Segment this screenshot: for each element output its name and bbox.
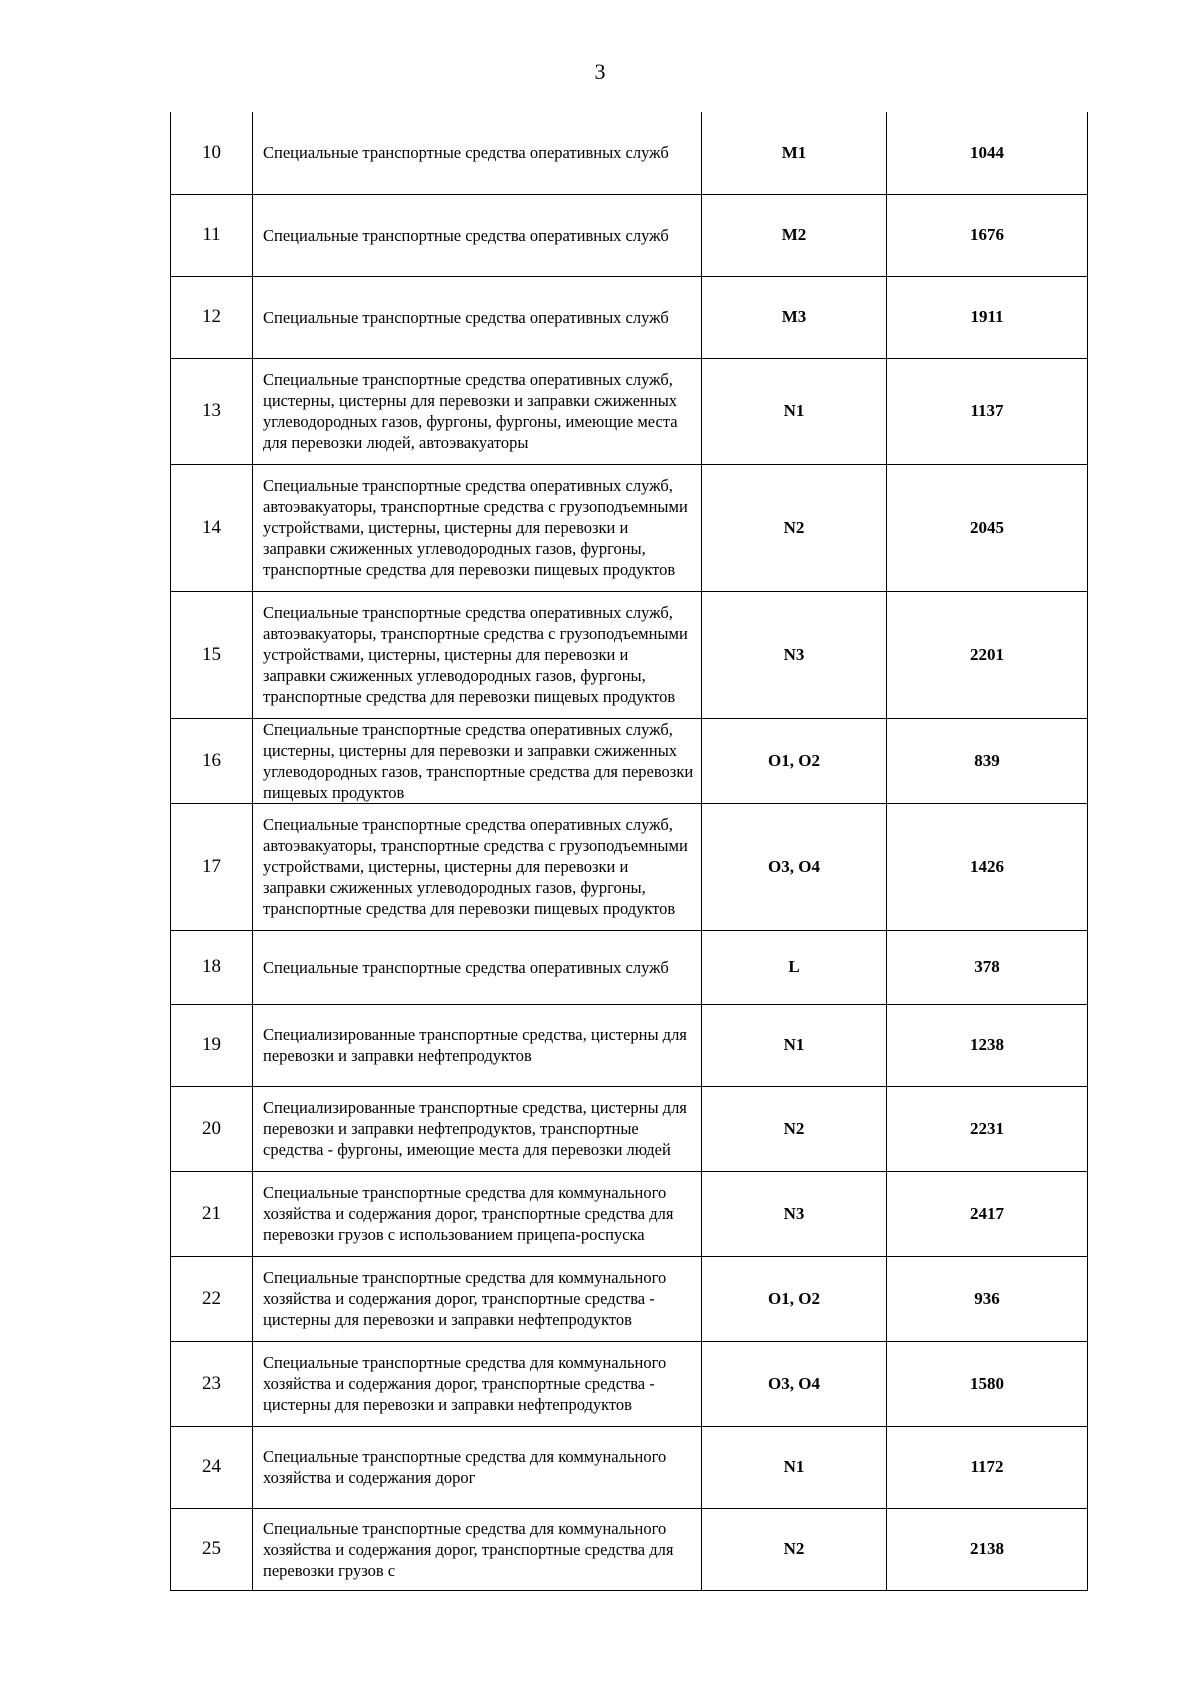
- row-description: Специальные транспортные средства оперативных служб, автоэвакуаторы, транспортные средства с грузоподъемными устройствами, цистерны, цистерны для перевозки и заправки сжиженных углеводородных газов, фургоны, транспортные средства для перевозки пищевых продуктов: [253, 591, 702, 718]
- row-description: Специальные транспортные средства для коммунального хозяйства и содержания дорог, транспортные средства - цистерны для перевозки и заправки нефтепродуктов: [253, 1341, 702, 1426]
- table-row: [171, 1341, 1088, 1426]
- vehicle-category-table: [170, 112, 1088, 1591]
- table-row: [171, 591, 1088, 718]
- row-value: 1676: [887, 194, 1088, 276]
- row-value: 839: [887, 718, 1088, 803]
- table-row: [171, 194, 1088, 276]
- row-description: Специальные транспортные средства оперативных служб: [253, 112, 702, 194]
- row-number: 20: [171, 1086, 253, 1171]
- row-number: 10: [171, 112, 253, 194]
- row-category: N3: [702, 591, 887, 718]
- row-value: 1426: [887, 803, 1088, 930]
- table-row: [171, 1508, 1088, 1590]
- row-number: 25: [171, 1508, 253, 1590]
- row-category: N2: [702, 464, 887, 591]
- row-number: 19: [171, 1004, 253, 1086]
- row-value: 1911: [887, 276, 1088, 358]
- row-description: Специальные транспортные средства для коммунального хозяйства и содержания дорог, транспортные средства для перевозки грузов с использованием прицепа-роспуска: [253, 1171, 702, 1256]
- row-value: 936: [887, 1256, 1088, 1341]
- row-description: Специальные транспортные средства оперативных служб: [253, 276, 702, 358]
- row-value: 1137: [887, 358, 1088, 464]
- row-number: 11: [171, 194, 253, 276]
- row-value: 1238: [887, 1004, 1088, 1086]
- row-description: Специальные транспортные средства оперативных служб: [253, 194, 702, 276]
- row-number: 13: [171, 358, 253, 464]
- row-number: 22: [171, 1256, 253, 1341]
- row-number: 23: [171, 1341, 253, 1426]
- row-description: Специальные транспортные средства оперативных служб, автоэвакуаторы, транспортные средства с грузоподъемными устройствами, цистерны, цистерны для перевозки и заправки сжиженных углеводородных газов, фургоны, транспортные средства для перевозки пищевых продуктов: [253, 803, 702, 930]
- row-number: 14: [171, 464, 253, 591]
- row-value: 2138: [887, 1508, 1088, 1590]
- row-number: 16: [171, 718, 253, 803]
- table-row: [171, 1426, 1088, 1508]
- row-category: N2: [702, 1508, 887, 1590]
- row-category: N1: [702, 1426, 887, 1508]
- row-category: O3, O4: [702, 1341, 887, 1426]
- table-row: [171, 1004, 1088, 1086]
- row-category: N2: [702, 1086, 887, 1171]
- row-description: Специальные транспортные средства для коммунального хозяйства и содержания дорог: [253, 1426, 702, 1508]
- row-value: 1044: [887, 112, 1088, 194]
- table-row: [171, 112, 1088, 194]
- table-row: [171, 276, 1088, 358]
- table-row: [171, 1256, 1088, 1341]
- row-category: N3: [702, 1171, 887, 1256]
- row-description: Специализированные транспортные средства, цистерны для перевозки и заправки нефтепродуктов, транспортные средства - фургоны, имеющие места для перевозки людей: [253, 1086, 702, 1171]
- table-row: [171, 930, 1088, 1004]
- table-row: [171, 803, 1088, 930]
- row-category: O1, O2: [702, 718, 887, 803]
- row-value: 2045: [887, 464, 1088, 591]
- row-value: 2201: [887, 591, 1088, 718]
- row-category: N1: [702, 1004, 887, 1086]
- row-value: 1580: [887, 1341, 1088, 1426]
- row-description: Специальные транспортные средства оперативных служб, цистерны, цистерны для перевозки и заправки сжиженных углеводородных газов, транспортные средства для перевозки пищевых продуктов: [253, 718, 702, 803]
- row-description: Специальные транспортные средства для коммунального хозяйства и содержания дорог, транспортные средства для перевозки грузов с: [253, 1508, 702, 1590]
- row-category: O1, O2: [702, 1256, 887, 1341]
- row-description: Специальные транспортные средства оперативных служб, цистерны, цистерны для перевозки и заправки сжиженных углеводородных газов, фургоны, фургоны, имеющие места для перевозки людей, автоэвакуаторы: [253, 358, 702, 464]
- row-category: M1: [702, 112, 887, 194]
- row-value: 2417: [887, 1171, 1088, 1256]
- row-number: 18: [171, 930, 253, 1004]
- row-description: Специальные транспортные средства для коммунального хозяйства и содержания дорог, транспортные средства - цистерны для перевозки и заправки нефтепродуктов: [253, 1256, 702, 1341]
- row-number: 17: [171, 803, 253, 930]
- row-category: N1: [702, 358, 887, 464]
- row-category: L: [702, 930, 887, 1004]
- row-category: M2: [702, 194, 887, 276]
- row-value: 378: [887, 930, 1088, 1004]
- row-category: M3: [702, 276, 887, 358]
- table-row: [171, 358, 1088, 464]
- page-number: 3: [594, 59, 606, 84]
- row-number: 15: [171, 591, 253, 718]
- row-description: Специализированные транспортные средства, цистерны для перевозки и заправки нефтепродуктов: [253, 1004, 702, 1086]
- row-value: 2231: [887, 1086, 1088, 1171]
- table-row: [171, 1171, 1088, 1256]
- table-row: [171, 718, 1088, 803]
- row-description: Специальные транспортные средства оперативных служб: [253, 930, 702, 1004]
- row-value: 1172: [887, 1426, 1088, 1508]
- row-number: 12: [171, 276, 253, 358]
- row-number: 24: [171, 1426, 253, 1508]
- row-description: Специальные транспортные средства оперативных служб, автоэвакуаторы, транспортные средства с грузоподъемными устройствами, цистерны, цистерны для перевозки и заправки сжиженных углеводородных газов, фургоны, транспортные средства для перевозки пищевых продуктов: [253, 464, 702, 591]
- table-row: [171, 1086, 1088, 1171]
- table-row: [171, 464, 1088, 591]
- row-number: 21: [171, 1171, 253, 1256]
- row-category: O3, O4: [702, 803, 887, 930]
